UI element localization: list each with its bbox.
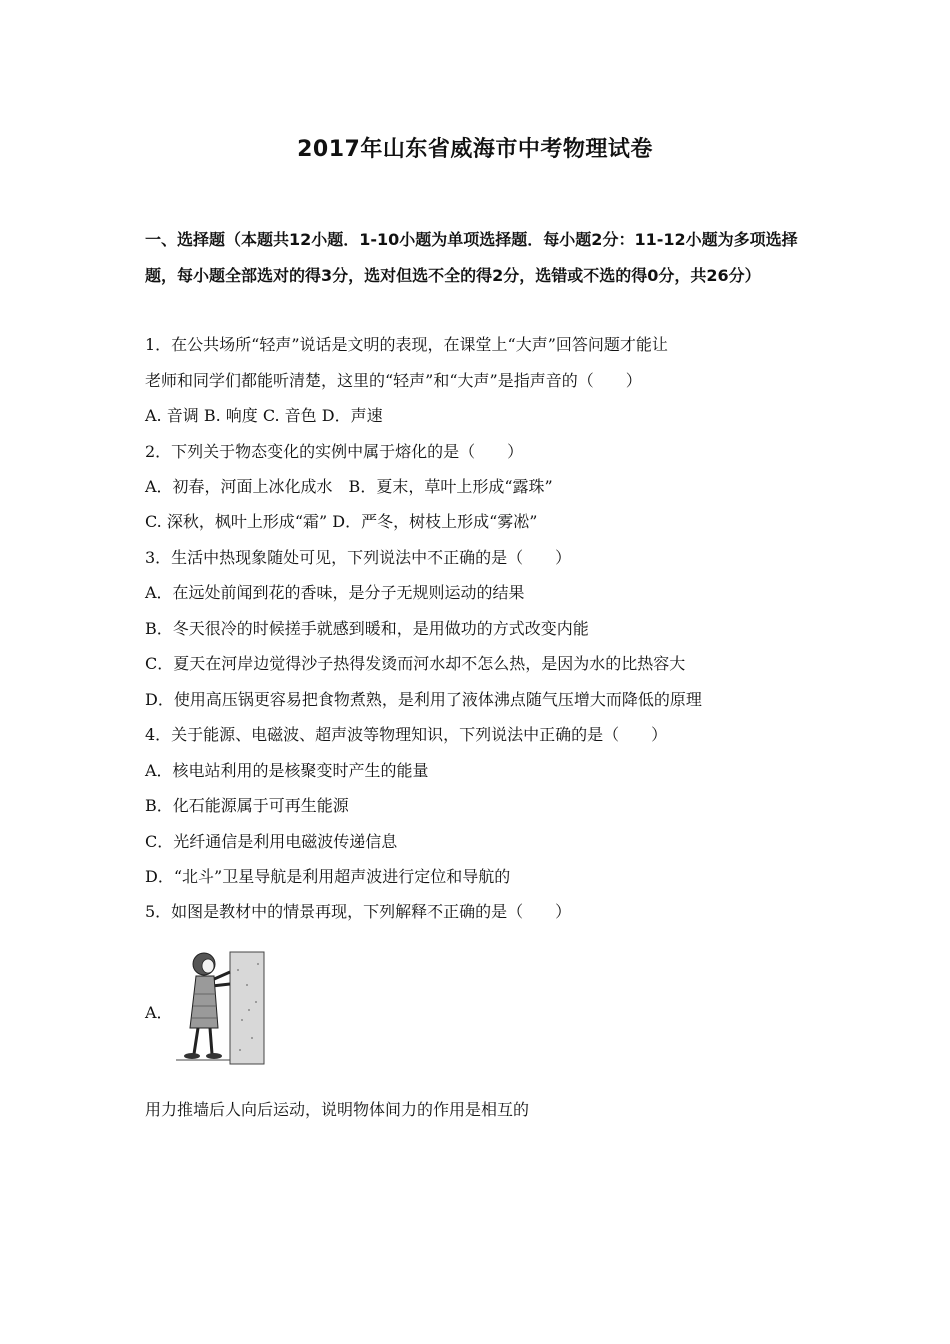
question-3-option-c: C．夏天在河岸边觉得沙子热得发烫而河水却不怎么热，是因为水的比热容大 [145,654,686,673]
question-5-stem: 5．如图是教材中的情景再现，下列解释不正确的是（ ） [145,902,572,921]
page-title: 2017年山东省威海市中考物理试卷 [297,137,653,162]
question-4-option-b: B．化石能源属于可再生能源 [145,796,349,815]
question-4-option-a: A．核电站利用的是核聚变时产生的能量 [145,761,429,780]
question-3-option-d: D．使用高压锅更容易把食物煮熟，是利用了液体沸点随气压增大而降低的原理 [145,690,702,709]
question-2-options-cd: C. 深秋，枫叶上形成“霜” D．严冬，树枝上形成“雾凇” [145,512,538,531]
question-4-stem: 4．关于能源、电磁波、超声波等物理知识，下列说法中正确的是（ ） [145,725,668,744]
question-2-stem: 2．下列关于物态变化的实例中属于熔化的是（ ） [145,442,524,461]
question-3-option-a: A．在远处前闻到花的香味，是分子无规则运动的结果 [145,583,525,602]
question-1-line-2: 老师和同学们都能听清楚，这里的“轻声”和“大声”是指声音的（ ） [145,371,642,390]
section-heading: 一、选择题（本题共12小题．1-10小题为单项选择题．每小题2分：11-12小题为多项选择题，每小题全部选对的得3分，选对但选不全的得2分，选错或不选的得0分，共26分） [145,230,798,285]
question-4-option-c: C．光纤通信是利用电磁波传递信息 [145,832,398,851]
option-a-label: A． [145,1003,173,1022]
question-3-stem: 3．生活中热现象随处可见，下列说法中不正确的是（ ） [145,548,572,567]
question-4-option-d: D．“北斗”卫星导航是利用超声波进行定位和导航的 [145,867,511,886]
question-1-options: A. 音调 B. 响度 C. 音色 D．声速 [145,406,383,425]
option-a-text: 用力推墙后人向后运动，说明物体间力的作用是相互的 [145,1100,530,1119]
question-3-option-b: B．冬天很冷的时候搓手就感到暖和，是用做功的方式改变内能 [145,619,589,638]
question-1-line-1: 1．在公共场所“轻声”说话是文明的表现，在课堂上“大声”回答问题才能让 [145,335,668,354]
question-2-options-ab: A．初春，河面上冰化成水 B．夏末，草叶上形成“露珠” [145,477,553,496]
person-pushing-wall-figure [172,950,267,1068]
